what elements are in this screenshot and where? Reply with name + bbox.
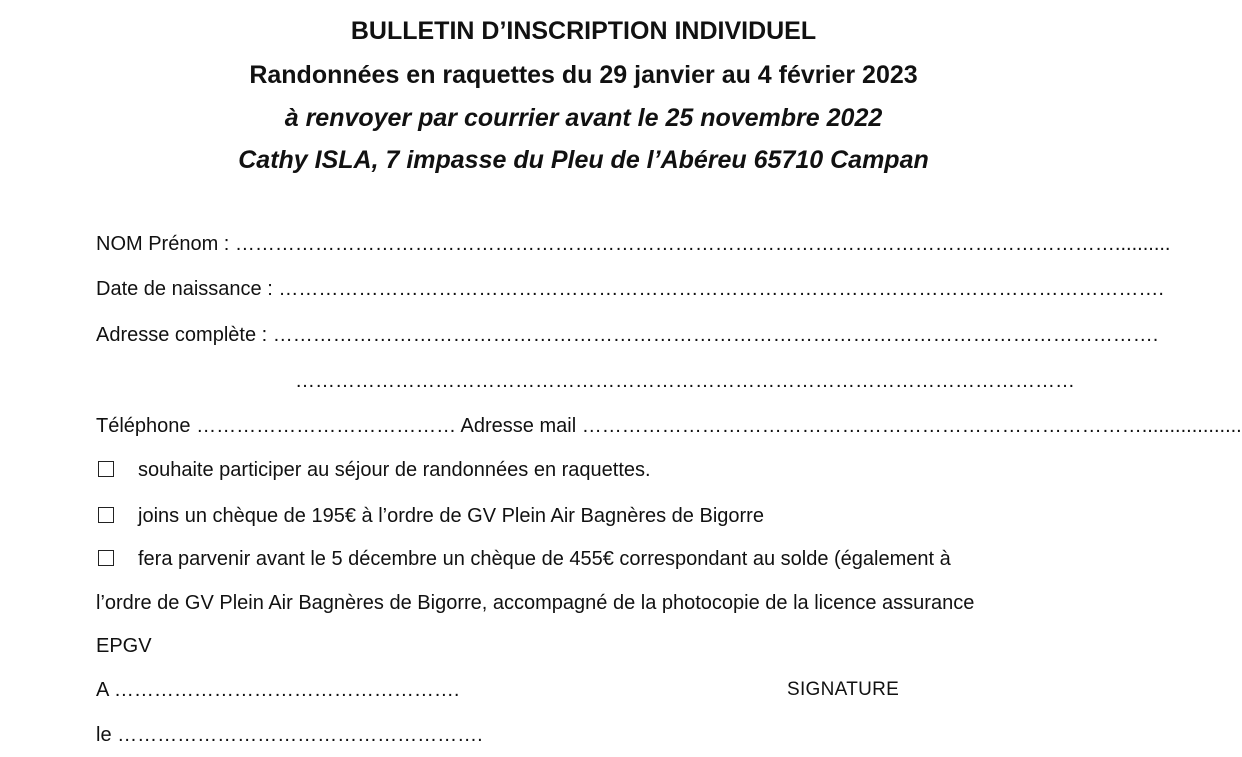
email-label: Adresse mail <box>460 415 577 437</box>
place-field[interactable]: ……………………………………………. <box>113 679 460 701</box>
address-field[interactable]: ……………………………………………………………………………………………………………………. <box>272 324 1159 346</box>
balance-text-line-2: l’ordre de GV Plein Air Bagnères de Bigorre, accompagné de la photocopie de la licence assurance <box>96 592 975 614</box>
name-label: NOM Prénom : <box>96 233 230 255</box>
address-label: Adresse complète : <box>96 324 268 346</box>
checkbox-row-participate <box>96 458 651 482</box>
form-title: BULLETIN D’INSCRIPTION INDIVIDUEL <box>350 17 817 45</box>
place-field-row <box>96 678 459 702</box>
date-field[interactable]: ………………………………………………. <box>117 724 483 746</box>
balance-text-line-3: EPGV <box>96 635 152 657</box>
date-field-row <box>96 723 483 747</box>
form-subtitle: Randonnées en raquettes du 29 janvier au 4 février 2023 <box>249 61 918 89</box>
contact-field-row <box>96 414 1242 438</box>
phone-label: Téléphone <box>96 415 191 437</box>
name-field-row <box>96 232 1171 256</box>
deposit-checkbox[interactable] <box>98 507 114 523</box>
birthdate-field-row <box>96 277 1164 301</box>
mailing-address: Cathy ISLA, 7 impasse du Pleu de l’Abéreu 65710 Campan <box>238 146 929 174</box>
balance-text-continued <box>96 591 974 615</box>
birthdate-field[interactable]: ……………………………………………………………………………………………………………………. <box>278 278 1164 300</box>
participate-text: souhaite participer au séjour de randonnées en raquettes. <box>138 459 651 481</box>
phone-field[interactable]: ………………………………… <box>196 415 457 437</box>
address-field-2[interactable]: ……………………………………………………………………………………………………… <box>295 370 1075 392</box>
signature-label: SIGNATURE <box>787 679 900 700</box>
date-label: le <box>96 724 112 746</box>
place-label: A <box>96 679 109 701</box>
address-field-row <box>96 323 1158 347</box>
name-field[interactable]: …………………………………………………………………………………………………………………….......... <box>234 233 1171 255</box>
birthdate-label: Date de naissance : <box>96 278 273 300</box>
balance-checkbox[interactable] <box>98 550 114 566</box>
balance-text-continued-2 <box>96 634 152 658</box>
deadline-line: à renvoyer par courrier avant le 25 novembre 2022 <box>284 104 883 132</box>
email-field[interactable]: ………………………………………………………………………….................. <box>581 415 1242 437</box>
deposit-text: joins un chèque de 195€ à l’ordre de GV Plein Air Bagnères de Bigorre <box>138 505 764 527</box>
checkbox-row-balance <box>96 547 951 571</box>
checkbox-row-deposit <box>96 504 764 528</box>
address-field-row-2 <box>295 369 1075 393</box>
balance-text: fera parvenir avant le 5 décembre un chèque de 455€ correspondant au solde (également à <box>138 548 951 570</box>
participate-checkbox[interactable] <box>98 461 114 477</box>
